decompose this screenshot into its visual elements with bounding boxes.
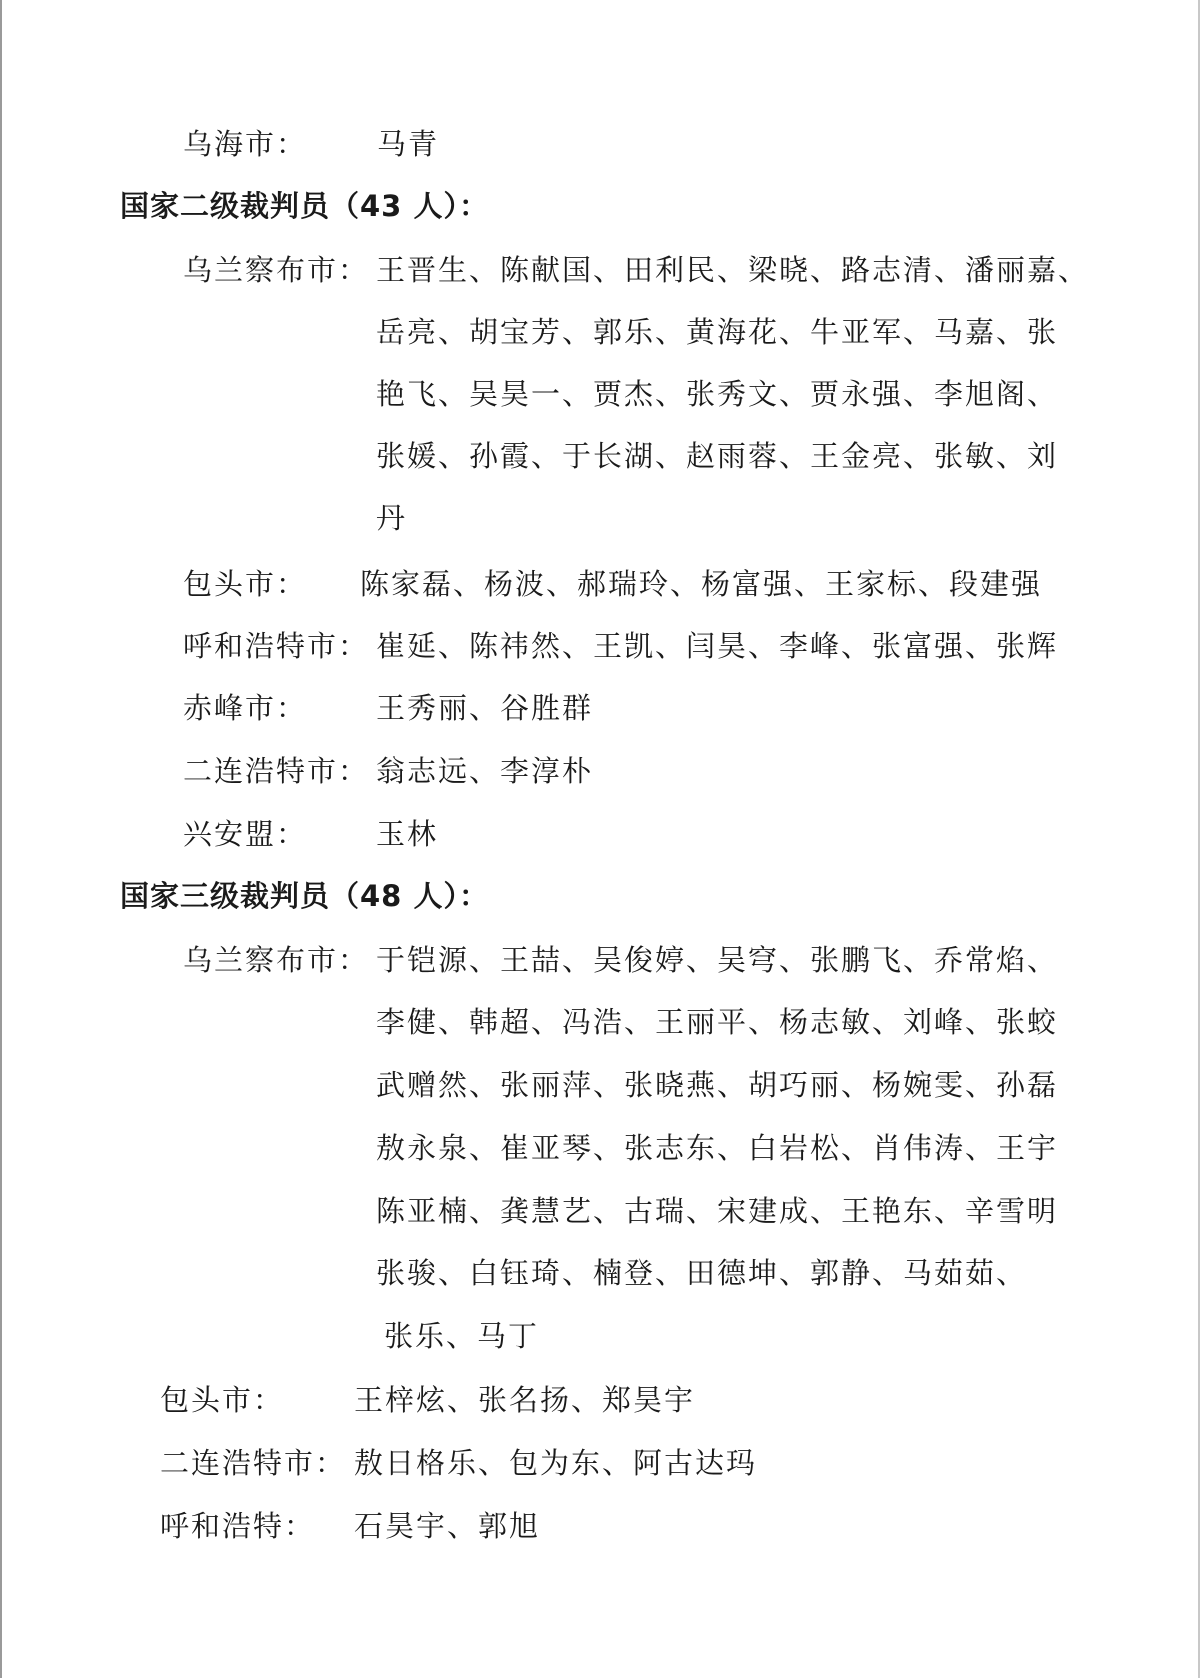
names-line: 张媛、孙霞、于长湖、赵雨蓉、王金亮、张敏、刘	[376, 439, 1059, 473]
names-line: 艳飞、吴昊一、贾杰、张秀文、贾永强、李旭阁、	[376, 377, 1059, 411]
city-label-hohhot: 呼和浩特：	[160, 1509, 316, 1543]
city-label-ulanqab: 乌兰察布市：	[183, 253, 370, 287]
names-line: 于铠源、王喆、吴俊婷、吴穹、张鹏飞、乔常焰、	[376, 943, 1059, 977]
city-label-erenhot: 二连浩特市：	[160, 1446, 347, 1480]
names-line: 敖永泉、崔亚琴、张志东、白岩松、肖伟涛、王宇	[376, 1131, 1059, 1165]
city-label-baotou: 包头市：	[160, 1383, 285, 1417]
names-line: 陈家磊、杨波、郝瑞玲、杨富强、王家标、段建强	[360, 567, 1043, 601]
names-line: 崔延、陈祎然、王凯、闫昊、李峰、张富强、张辉	[376, 629, 1059, 663]
names-line: 敖日格乐、包为东、阿古达玛	[354, 1446, 758, 1480]
names-line: 王秀丽、谷胜群	[376, 691, 594, 725]
city-label-hinggan: 兴安盟：	[183, 817, 308, 851]
names-line: 石昊宇、郭旭	[354, 1509, 541, 1543]
names-line: 张骏、白钰琦、楠登、田德坤、郭静、马茹茹、	[376, 1256, 1028, 1290]
names-line: 翁志远、李淳朴	[376, 754, 594, 788]
city-label-hohhot: 呼和浩特市：	[183, 629, 370, 663]
names-line: 王梓炫、张名扬、郑昊宇	[354, 1383, 696, 1417]
names-line: 张乐、马丁	[384, 1319, 540, 1353]
city-label-wuhai: 乌海市：	[183, 127, 308, 161]
names-wuhai: 马青	[377, 127, 440, 161]
city-label-baotou: 包头市：	[183, 567, 308, 601]
names-line: 岳亮、胡宝芳、郭乐、黄海花、牛亚军、马嘉、张	[376, 315, 1059, 349]
names-line: 玉林	[376, 817, 439, 851]
city-label-erenhot: 二连浩特市：	[183, 754, 370, 788]
city-label-ulanqab: 乌兰察布市：	[183, 943, 370, 977]
names-line: 李健、韩超、冯浩、王丽平、杨志敏、刘峰、张蛟	[376, 1005, 1059, 1039]
names-line: 王晋生、陈献国、田利民、梁晓、路志清、潘丽嘉、	[376, 253, 1090, 287]
names-line: 陈亚楠、龚慧艺、古瑞、宋建成、王艳东、辛雪明	[376, 1194, 1059, 1228]
names-line: 丹	[376, 501, 408, 535]
section-heading-level2: 国家二级裁判员（43 人）：	[120, 189, 489, 223]
page-left-edge	[0, 0, 2, 1678]
names-line: 武赠然、张丽萍、张晓燕、胡巧丽、杨婉雯、孙磊	[376, 1068, 1059, 1102]
city-label-chifeng: 赤峰市：	[183, 691, 308, 725]
section-heading-level3: 国家三级裁判员（48 人）：	[120, 879, 489, 913]
